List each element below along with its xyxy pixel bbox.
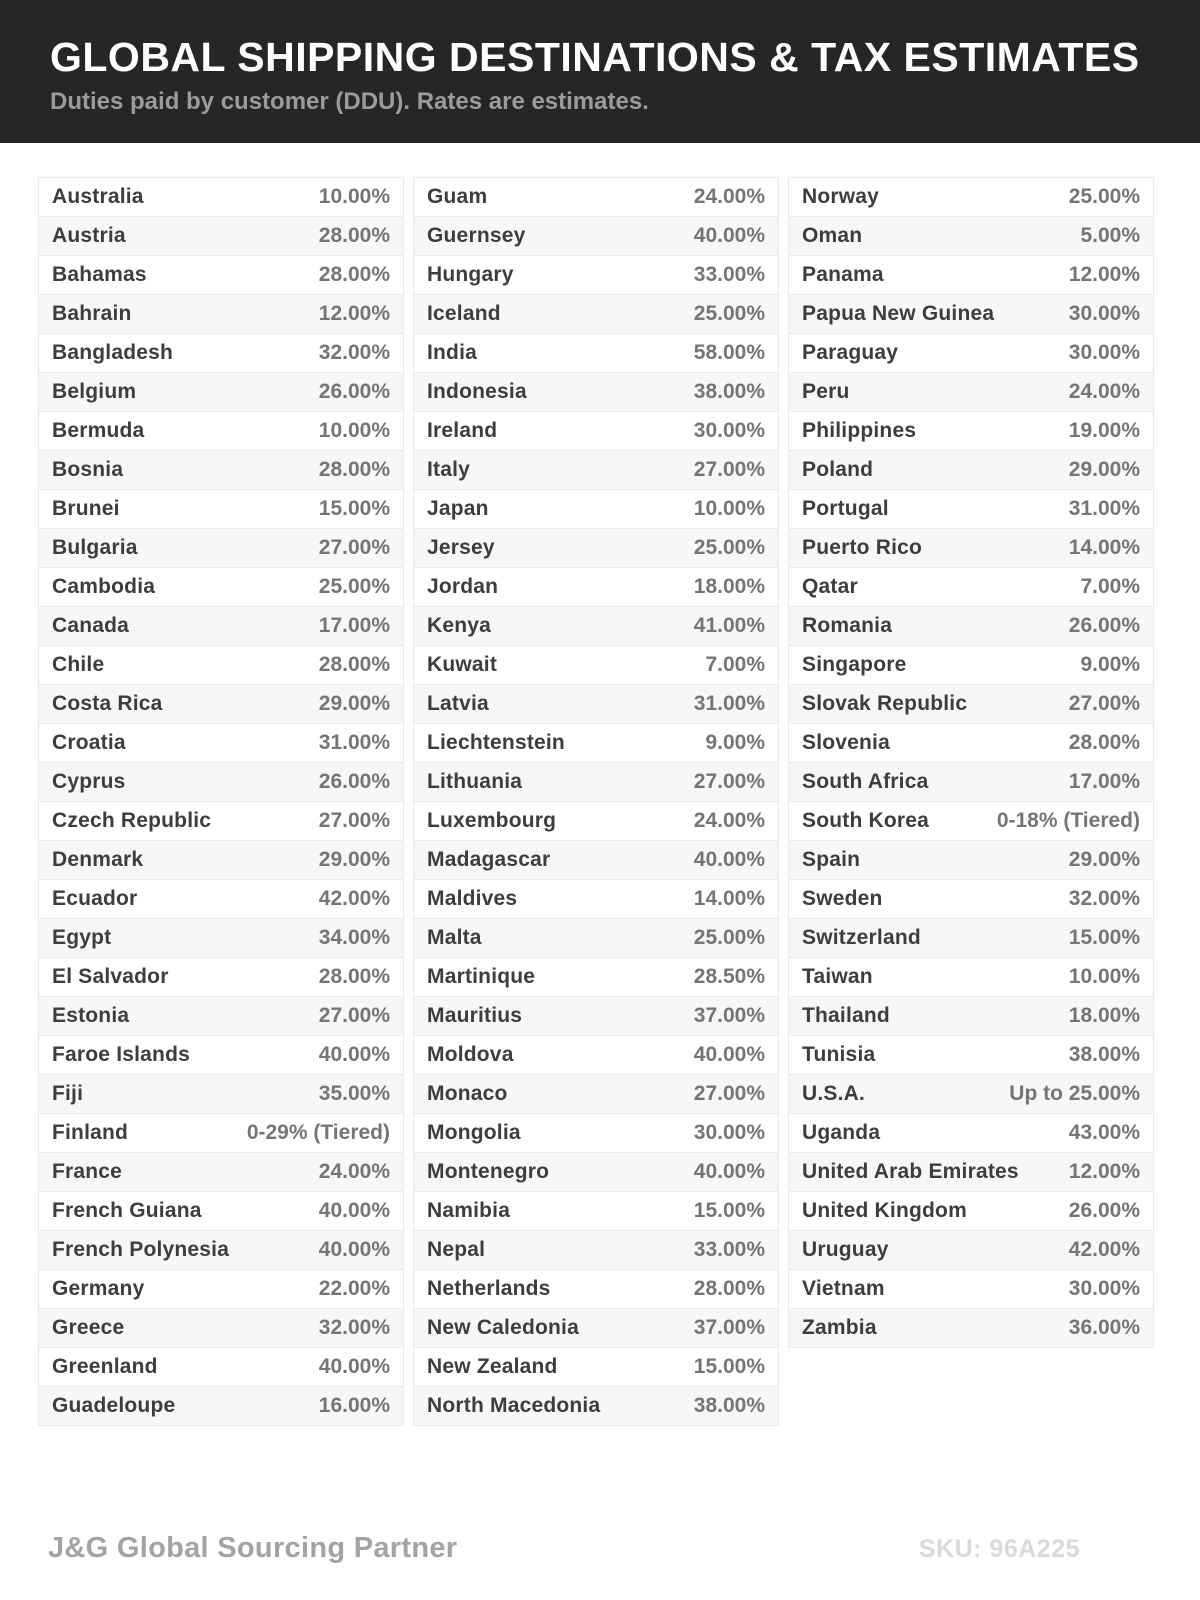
table-row: [789, 997, 1153, 1036]
table-row: [789, 607, 1153, 646]
country-name: Sweden: [802, 887, 883, 910]
tax-rate: 43.00%: [1068, 1121, 1140, 1144]
country-name: U.S.A.: [802, 1082, 866, 1105]
table-row: [414, 451, 778, 490]
tax-rate: 28.00%: [693, 1277, 765, 1300]
country-name: New Zealand: [427, 1355, 558, 1378]
rates-column-3: [788, 177, 1154, 1348]
country-name: Canada: [52, 614, 130, 637]
tax-rate: 10.00%: [693, 497, 765, 520]
tax-rate: 29.00%: [1068, 458, 1140, 481]
table-row: [414, 763, 778, 802]
tax-rate: 28.00%: [318, 653, 390, 676]
tax-rate: 28.00%: [318, 458, 390, 481]
brand-name: J&G Global Sourcing Partner: [48, 1532, 458, 1564]
country-name: Lithuania: [427, 770, 523, 793]
table-row: [789, 685, 1153, 724]
table-row: [414, 802, 778, 841]
tax-rate: 12.00%: [318, 302, 390, 325]
country-name: Brunei: [52, 497, 120, 520]
tax-rate: 40.00%: [693, 1160, 765, 1183]
tax-rate: 40.00%: [318, 1199, 390, 1222]
tax-rate: 26.00%: [1068, 1199, 1140, 1222]
table-row: [39, 373, 403, 412]
country-name: Belgium: [52, 380, 137, 403]
country-name: Iceland: [427, 302, 501, 325]
country-name: Martinique: [427, 965, 536, 988]
table-row: [414, 256, 778, 295]
tax-rate: 40.00%: [318, 1238, 390, 1261]
table-row: [39, 490, 403, 529]
tax-rate: 33.00%: [693, 1238, 765, 1261]
tax-rate: 27.00%: [318, 1004, 390, 1027]
table-row: [414, 1348, 778, 1387]
tax-rate: 40.00%: [318, 1043, 390, 1066]
table-row: [414, 1114, 778, 1153]
tax-rate: 9.00%: [1080, 653, 1140, 676]
table-row: [39, 412, 403, 451]
country-name: Monaco: [427, 1082, 508, 1105]
country-name: Greenland: [52, 1355, 158, 1378]
table-row: [414, 1036, 778, 1075]
country-name: French Polynesia: [52, 1238, 230, 1261]
tax-rate: 25.00%: [1068, 185, 1140, 208]
table-row: [789, 256, 1153, 295]
table-row: [414, 1309, 778, 1348]
table-row: [789, 529, 1153, 568]
country-name: Egypt: [52, 926, 112, 949]
tax-rate: 17.00%: [1068, 770, 1140, 793]
country-name: Montenegro: [427, 1160, 550, 1183]
country-name: Madagascar: [427, 848, 551, 871]
country-name: Fiji: [52, 1082, 84, 1105]
country-name: Kuwait: [427, 653, 498, 676]
country-name: El Salvador: [52, 965, 169, 988]
tax-rate: 5.00%: [1080, 224, 1140, 247]
country-name: France: [52, 1160, 123, 1183]
country-name: Finland: [52, 1121, 129, 1144]
table-row: [414, 1387, 778, 1426]
country-name: Greece: [52, 1316, 125, 1339]
country-name: Guam: [427, 185, 488, 208]
table-row: [414, 607, 778, 646]
table-row: [39, 997, 403, 1036]
tax-rate: 12.00%: [1068, 1160, 1140, 1183]
tax-rate: 32.00%: [318, 1316, 390, 1339]
tax-rate: 12.00%: [1068, 263, 1140, 286]
table-row: [789, 1075, 1153, 1114]
country-name: Bahamas: [52, 263, 147, 286]
tax-rate: 24.00%: [318, 1160, 390, 1183]
table-row: [39, 685, 403, 724]
tax-rate: 40.00%: [318, 1355, 390, 1378]
tax-rate: 31.00%: [693, 692, 765, 715]
country-name: Jersey: [427, 536, 495, 559]
table-row: [414, 334, 778, 373]
tax-rate: 34.00%: [318, 926, 390, 949]
table-row: [414, 412, 778, 451]
table-row: [414, 1075, 778, 1114]
table-row: [414, 685, 778, 724]
country-name: South Korea: [802, 809, 930, 832]
tax-rate: 37.00%: [693, 1004, 765, 1027]
tax-rate: 58.00%: [693, 341, 765, 364]
country-name: Nepal: [427, 1238, 486, 1261]
country-name: Qatar: [802, 575, 858, 598]
tax-rate: 14.00%: [1068, 536, 1140, 559]
country-name: Estonia: [52, 1004, 130, 1027]
tax-rate: 30.00%: [1068, 341, 1140, 364]
tax-rate: 30.00%: [693, 419, 765, 442]
table-row: [789, 451, 1153, 490]
table-row: [39, 1075, 403, 1114]
tax-rate: 0-29% (Tiered): [246, 1121, 390, 1144]
tax-rate: 29.00%: [318, 692, 390, 715]
table-row: [414, 646, 778, 685]
country-name: Puerto Rico: [802, 536, 923, 559]
country-name: Bermuda: [52, 419, 145, 442]
table-row: [39, 178, 403, 217]
tax-rate: 37.00%: [693, 1316, 765, 1339]
tax-rate: 27.00%: [693, 458, 765, 481]
tax-rate: 27.00%: [1068, 692, 1140, 715]
table-row: [39, 256, 403, 295]
country-name: Bahrain: [52, 302, 132, 325]
country-name: Malta: [427, 926, 482, 949]
tax-rate: 28.00%: [1068, 731, 1140, 754]
country-name: Tunisia: [802, 1043, 876, 1066]
table-row: [414, 373, 778, 412]
table-row: [789, 1270, 1153, 1309]
country-name: Bosnia: [52, 458, 124, 481]
tax-rate: 24.00%: [1068, 380, 1140, 403]
tax-rate: 31.00%: [318, 731, 390, 754]
tax-rate: 22.00%: [318, 1277, 390, 1300]
tax-rate: 15.00%: [693, 1199, 765, 1222]
table-row: [414, 958, 778, 997]
table-row: [39, 1192, 403, 1231]
country-name: Guernsey: [427, 224, 526, 247]
table-row: [414, 568, 778, 607]
table-row: [789, 1309, 1153, 1348]
tax-rate: 18.00%: [1068, 1004, 1140, 1027]
table-row: [789, 724, 1153, 763]
table-row: [39, 568, 403, 607]
country-name: Croatia: [52, 731, 126, 754]
country-name: Romania: [802, 614, 893, 637]
tax-rate: 28.00%: [318, 263, 390, 286]
country-name: Slovenia: [802, 731, 890, 754]
tax-rate: 17.00%: [318, 614, 390, 637]
table-row: [789, 802, 1153, 841]
table-row: [414, 997, 778, 1036]
tax-rate: 38.00%: [693, 380, 765, 403]
country-name: Norway: [802, 185, 880, 208]
country-name: Ecuador: [52, 887, 138, 910]
table-row: [39, 1114, 403, 1153]
country-name: Uganda: [802, 1121, 881, 1144]
tax-rate: 27.00%: [693, 770, 765, 793]
country-name: Czech Republic: [52, 809, 212, 832]
tax-rate: 14.00%: [693, 887, 765, 910]
country-name: Slovak Republic: [802, 692, 968, 715]
country-name: Thailand: [802, 1004, 890, 1027]
country-name: New Caledonia: [427, 1316, 579, 1339]
country-name: Taiwan: [802, 965, 873, 988]
tax-rate: 29.00%: [318, 848, 390, 871]
country-name: Cambodia: [52, 575, 156, 598]
rates-column-1: [38, 177, 404, 1426]
table-row: [414, 217, 778, 256]
table-row: [39, 529, 403, 568]
tax-rate: 10.00%: [318, 419, 390, 442]
tax-rate: 25.00%: [693, 302, 765, 325]
tax-rate: 36.00%: [1068, 1316, 1140, 1339]
country-name: Philippines: [802, 419, 917, 442]
table-row: [414, 724, 778, 763]
tax-rate: 26.00%: [318, 770, 390, 793]
table-row: [39, 1231, 403, 1270]
table-row: [414, 1270, 778, 1309]
table-row: [414, 880, 778, 919]
table-row: [789, 880, 1153, 919]
country-name: Bulgaria: [52, 536, 138, 559]
tax-rate: 16.00%: [318, 1394, 390, 1417]
tax-rate: 29.00%: [1068, 848, 1140, 871]
country-name: Chile: [52, 653, 105, 676]
table-row: [789, 1231, 1153, 1270]
table-row: [39, 763, 403, 802]
tax-rate: 26.00%: [318, 380, 390, 403]
table-row: [789, 217, 1153, 256]
table-row: [789, 334, 1153, 373]
table-row: [39, 607, 403, 646]
tax-rate: 28.00%: [318, 224, 390, 247]
table-row: [39, 841, 403, 880]
tax-rate: 31.00%: [1068, 497, 1140, 520]
table-row: [39, 802, 403, 841]
country-name: Latvia: [427, 692, 489, 715]
country-name: Italy: [427, 458, 471, 481]
table-row: [789, 841, 1153, 880]
country-name: Costa Rica: [52, 692, 163, 715]
table-row: [789, 1036, 1153, 1075]
country-name: Luxembourg: [427, 809, 557, 832]
tax-rate: 10.00%: [318, 185, 390, 208]
tax-rate: 30.00%: [693, 1121, 765, 1144]
tax-rate: 32.00%: [318, 341, 390, 364]
country-name: Vietnam: [802, 1277, 885, 1300]
tax-rate: 7.00%: [1080, 575, 1140, 598]
table-row: [39, 451, 403, 490]
country-name: Spain: [802, 848, 861, 871]
tax-rate: 38.00%: [693, 1394, 765, 1417]
tax-rate: 24.00%: [693, 809, 765, 832]
table-row: [39, 1387, 403, 1426]
table-row: [39, 295, 403, 334]
table-row: [39, 334, 403, 373]
table-row: [789, 919, 1153, 958]
country-name: South Africa: [802, 770, 929, 793]
country-name: Liechtenstein: [427, 731, 565, 754]
rates-table: [38, 177, 1154, 1426]
country-name: Kenya: [427, 614, 492, 637]
tax-rate: 30.00%: [1068, 302, 1140, 325]
country-name: Moldova: [427, 1043, 514, 1066]
tax-rate: 15.00%: [318, 497, 390, 520]
tax-rate: 15.00%: [1068, 926, 1140, 949]
table-row: [789, 568, 1153, 607]
tax-rate: 33.00%: [693, 263, 765, 286]
table-row: [789, 1114, 1153, 1153]
tax-rate: 40.00%: [693, 848, 765, 871]
table-row: [414, 841, 778, 880]
country-name: Guadeloupe: [52, 1394, 176, 1417]
table-row: [39, 1348, 403, 1387]
table-row: [414, 295, 778, 334]
table-row: [39, 1270, 403, 1309]
country-name: Austria: [52, 224, 126, 247]
table-row: [789, 958, 1153, 997]
country-name: Germany: [52, 1277, 145, 1300]
country-name: Mongolia: [427, 1121, 521, 1144]
tax-rate: 27.00%: [693, 1082, 765, 1105]
table-row: [39, 919, 403, 958]
tax-rate: 42.00%: [1068, 1238, 1140, 1261]
country-name: Mauritius: [427, 1004, 523, 1027]
table-row: [789, 646, 1153, 685]
country-name: Jordan: [427, 575, 499, 598]
country-name: French Guiana: [52, 1199, 202, 1222]
tax-rate: 40.00%: [693, 224, 765, 247]
country-name: United Kingdom: [802, 1199, 967, 1222]
tax-rate: 19.00%: [1068, 419, 1140, 442]
tax-rate: 24.00%: [693, 185, 765, 208]
country-name: Portugal: [802, 497, 889, 520]
tax-rate: 42.00%: [318, 887, 390, 910]
country-name: Bangladesh: [52, 341, 174, 364]
country-name: Namibia: [427, 1199, 511, 1222]
tax-rate: 27.00%: [318, 809, 390, 832]
tax-rate: 41.00%: [693, 614, 765, 637]
country-name: Denmark: [52, 848, 144, 871]
table-row: [39, 1309, 403, 1348]
tax-rate: 18.00%: [693, 575, 765, 598]
tax-rate: Up to 25.00%: [1009, 1082, 1140, 1105]
country-name: Australia: [52, 185, 144, 208]
table-row: [39, 880, 403, 919]
country-name: India: [427, 341, 478, 364]
country-name: Faroe Islands: [52, 1043, 190, 1066]
tax-rate: 27.00%: [318, 536, 390, 559]
table-row: [414, 1153, 778, 1192]
country-name: Maldives: [427, 887, 518, 910]
country-name: Zambia: [802, 1316, 877, 1339]
tax-rate: 10.00%: [1068, 965, 1140, 988]
sku-label: SKU: 96A225: [918, 1535, 1080, 1563]
table-row: [39, 217, 403, 256]
table-row: [39, 724, 403, 763]
table-row: [789, 412, 1153, 451]
country-name: Peru: [802, 380, 850, 403]
table-row: [414, 490, 778, 529]
tax-rate: 28.50%: [693, 965, 765, 988]
country-name: Papua New Guinea: [802, 302, 995, 325]
tax-rate: 26.00%: [1068, 614, 1140, 637]
table-row: [414, 178, 778, 217]
tax-rate: 32.00%: [1068, 887, 1140, 910]
tax-rate: 38.00%: [1068, 1043, 1140, 1066]
country-name: Indonesia: [427, 380, 527, 403]
table-row: [789, 1153, 1153, 1192]
tax-rate: 40.00%: [693, 1043, 765, 1066]
table-row: [789, 490, 1153, 529]
country-name: Netherlands: [427, 1277, 551, 1300]
table-row: [789, 295, 1153, 334]
tax-rate: 25.00%: [693, 536, 765, 559]
page-footer: [0, 1532, 1200, 1565]
tax-rate: 7.00%: [705, 653, 765, 676]
country-name: Singapore: [802, 653, 907, 676]
country-name: Cyprus: [52, 770, 126, 793]
table-row: [789, 373, 1153, 412]
tax-rate: 28.00%: [318, 965, 390, 988]
country-name: Panama: [802, 263, 884, 286]
country-name: North Macedonia: [427, 1394, 601, 1417]
country-name: Hungary: [427, 263, 514, 286]
tax-rate: 25.00%: [318, 575, 390, 598]
rates-column-2: [413, 177, 779, 1426]
table-row: [39, 646, 403, 685]
country-name: Paraguay: [802, 341, 899, 364]
table-row: [789, 178, 1153, 217]
table-row: [414, 1192, 778, 1231]
tax-rate: 9.00%: [705, 731, 765, 754]
tax-rate: 15.00%: [693, 1355, 765, 1378]
table-row: [414, 1231, 778, 1270]
table-row: [789, 1192, 1153, 1231]
page-header: [0, 0, 1200, 143]
country-name: Switzerland: [802, 926, 921, 949]
table-row: [39, 958, 403, 997]
tax-rate: 0-18% (Tiered): [996, 809, 1140, 832]
table-row: [39, 1153, 403, 1192]
country-name: United Arab Emirates: [802, 1160, 1019, 1183]
tax-rate: 25.00%: [693, 926, 765, 949]
tax-rate: 35.00%: [318, 1082, 390, 1105]
page-title: GLOBAL SHIPPING DESTINATIONS & TAX ESTIMATES: [50, 34, 1140, 80]
country-name: Ireland: [427, 419, 498, 442]
table-row: [39, 1036, 403, 1075]
country-name: Uruguay: [802, 1238, 889, 1261]
country-name: Oman: [802, 224, 863, 247]
page-subtitle: Duties paid by customer (DDU). Rates are estimates.: [50, 88, 649, 115]
table-row: [414, 919, 778, 958]
table-row: [789, 763, 1153, 802]
country-name: Poland: [802, 458, 874, 481]
country-name: Japan: [427, 497, 489, 520]
table-row: [414, 529, 778, 568]
tax-rate: 30.00%: [1068, 1277, 1140, 1300]
